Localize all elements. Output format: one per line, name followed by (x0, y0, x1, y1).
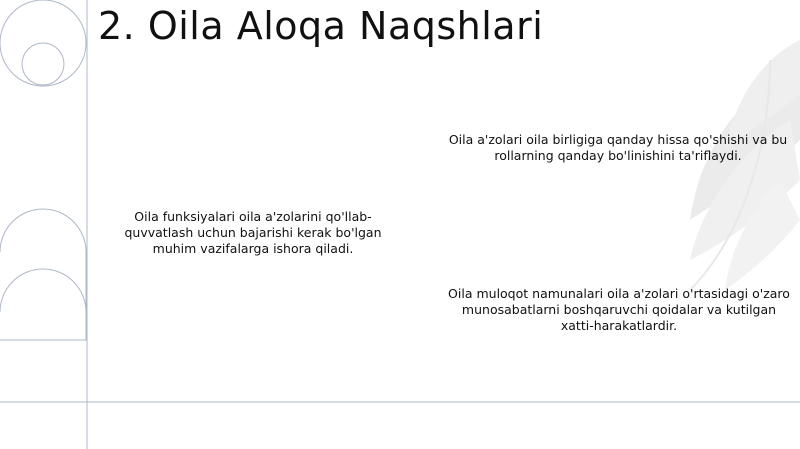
paragraph-communication-patterns: Oila muloqot namunalari oila a'zolari o'rtasidagi o'zaro munosabatlarni boshqaruvchi qoidalar va kutilgan xatti-harakatlardir. (448, 286, 790, 333)
slide-title: 2. Oila Aloqa Naqshlari (98, 4, 544, 48)
paragraph-family-roles: Oila a'zolari oila birligiga qanday hissa qo'shishi va bu rollarning qanday bo'linishini ta'riflaydi. (448, 132, 788, 163)
arch-outline-icon (0, 269, 86, 312)
arch-outline-icon (0, 209, 86, 340)
leaf-watermark-icon (690, 40, 800, 290)
paragraph-family-functions: Oila funksiyalari oila a'zolarini qo'llab-quvvatlash uchun bajarishi kerak bo'lgan muhim vazifalarga ishora qiladi. (124, 209, 382, 256)
circle-outline-small-icon (22, 43, 64, 85)
